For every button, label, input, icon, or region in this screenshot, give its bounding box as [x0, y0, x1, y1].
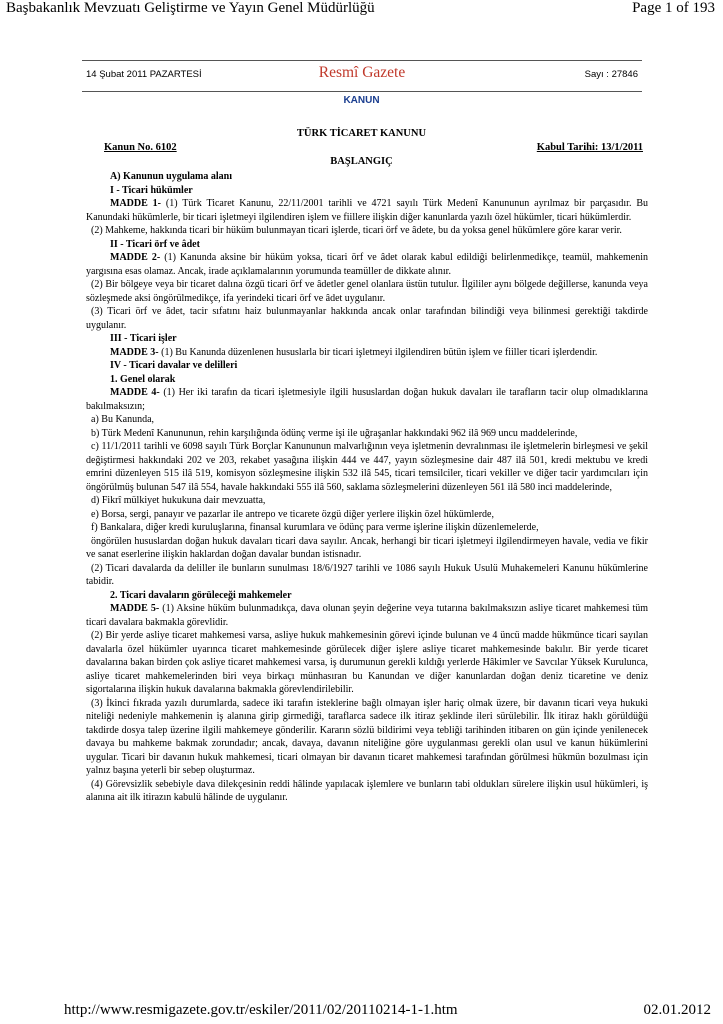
article-5-para-2: (2) Bir yerde asliye ticaret mahkemesi varsa, asliye hukuk mahkemesinin görevi içinde bulunan ve 4 üncü madde hükmünce ticari sayılan davalarla özel hükümler uyarınca ticaret mahkemesinde görülecek diğer işlere asliye ticaret mahkemesinde bakılır. Bir yerde ticaret davalarına bakan birden çok asliye ticaret mahkemesi varsa, iş durumunun gerekli kıldığı yerlerde Hâkimler ve Savcılar Yüksek Kurulunca, asliye ticaret mahkemelerinden biri veya birkaçı münhasıran bu Kanundan ve diğer kanunlardan doğan deniz ticaretine ve deniz sigortalarına ilişkin hukuk davalarına bakmakla görevlendirilebilir.	[86, 630, 648, 695]
print-footer	[64, 1002, 711, 1022]
gazette-title: Resmî Gazete	[318, 64, 406, 81]
article-2-para-3: (3) Ticari örf ve âdet, tacir sıfatını haiz bulunmayanlar hakkında ancak onlar tarafından bilindiği veya bilinmesi gerektiği takdirde uygulanır.	[86, 306, 648, 331]
heading-general: 1. Genel olarak	[110, 373, 176, 385]
article-4-para-1	[86, 386, 648, 413]
article-text: (1) Aksine hüküm bulunmadıkça, dava olunan şeyin değerine veya tutarına bakılmaksızın asliye ticaret mahkemesi tüm ticari davalara bakmakla görevlidir.	[86, 603, 648, 628]
article-4-item-d: d) Fikrî mülkiyet hukukuna dair mevzuatta,	[91, 495, 266, 506]
gazette-issue: Sayı : 27846	[584, 69, 638, 80]
article-1-para-2: (2) Mahkeme, hakkında ticari bir hüküm bulunmayan ticari işlerde, ticari örf ve âdete, bu da yoksa genel hükümlere göre karar verir.	[91, 225, 622, 236]
article-5-para-4: (4) Görevsizlik sebebiyle dava dilekçesinin reddi hâlinde yapılacak işlemlere ve bunların tabi oldukları sürelere ilişkin usul hükümleri, iş alanına ait ilk itirazın kabulü hâlinde de uygulanır.	[86, 778, 648, 803]
article-2-para-2: (2) Bir bölgeye veya bir ticaret dalına özgü ticari örf ve âdetler genel olanlara üstün tutulur. İlgililer aynı bölgede değillerse, kanunda veya sözleşmede aksi öngörülmedikçe, ifa yerindeki ticari örf ve âdet uygulanır.	[86, 279, 648, 304]
gazette-banner	[82, 60, 642, 92]
acceptance-date: Kabul Tarihi: 13/1/2011	[536, 142, 643, 153]
print-header	[6, 0, 715, 20]
print-header-page: Page 1 of 193	[632, 0, 715, 16]
article-3-para-1	[86, 346, 648, 360]
law-title: TÜRK TİCARET KANUNU	[296, 128, 427, 139]
law-body	[86, 170, 648, 805]
gazette-date: 14 Şubat 2011 PAZARTESİ	[86, 69, 202, 80]
article-4-tail: öngörülen hususlardan doğan hukuk davaları ticari dava sayılır. Ancak, herhangi bir ticari işletmeyi ilgilendirmeyen havale, vedia ve fikir ve sanat eserlerine ilişkin haklardan doğan davalar bundan istisnadır.	[86, 535, 648, 560]
heading-commercial-cases: IV - Ticari davalar ve delilleri	[110, 360, 238, 371]
heading-custom: II - Ticari örf ve âdet	[110, 238, 200, 250]
article-label: MADDE 1-	[110, 198, 162, 209]
article-label: MADDE 5-	[110, 603, 160, 614]
heading-courts: 2. Ticari davaların görüleceği mahkemeler	[110, 589, 292, 601]
article-4-item-f: f) Bankalara, diğer kredi kuruluşlarına, finansal kurumlara ve ödünç para verme işlerine ilişkin düzenlemelerde,	[91, 522, 539, 533]
heading-commercial-provisions: I - Ticari hükümler	[110, 184, 193, 196]
intro-heading: BAŞLANGIÇ	[330, 156, 393, 167]
article-4-item-c: c) 11/1/2011 tarihli ve 6098 sayılı Türk Borçlar Kanununun malvarlığının veya işletmenin devralınması ile işletmelerin birleşmesi ve şekil değiştirmesi hakkındaki 202 ve 203, rekabet yasağına ilişkin 444 ve 447, yayın sözleşmesine dair 487 ilâ 501, kredi mektubu ve kredi emrini düzenleyen 515 ilâ 519, komisyon sözleşmesine ilişkin 532 ilâ 545, ticari temsilciler, ticari vekiller ve diğer tacir yardımcıları için öngörülmüş bulunan 547 ilâ 554, havale hakkındaki 555 ilâ 560, saklama sözleşmelerini düzenleyen 561 ilâ 580 inci maddelerinde,	[86, 441, 648, 493]
article-1-para-1	[86, 197, 648, 224]
article-text: (1) Kanunda aksine bir hüküm yoksa, ticari örf ve âdet olarak kabul edildiği belirlenmedikçe, teamül, mahkemenin yargısına esas olamaz. Ancak, irade açıklamalarının yorumunda teamüller de dikkate alınır.	[86, 252, 648, 277]
print-date: 02.01.2012	[643, 1002, 711, 1018]
article-text: (1) Türk Ticaret Kanunu, 22/11/2001 tarihli ve 4721 sayılı Türk Medenî Kanununun ayrılmaz bir parçasıdır. Bu Kanundaki hükümlerle, bir ticari işletmeyi ilgilendiren işlem ve fiillere ilişkin diğer kanunlarda yazılı özel hükümler, ticari hükümlerdir.	[86, 198, 649, 223]
article-label: MADDE 4-	[110, 387, 160, 398]
article-5-para-3: (3) İkinci fıkrada yazılı durumlarda, sadece iki tarafın isteklerine bağlı olmayan işler hariç olmak üzere, bir davanın ticari veya hukuki niteliği nedeniyle mahkemenin iş alanına girip girmediği, taraflarca sadece ilk itiraz şeklinde ileri sürülebilir. İlk itiraz haklı görüldüğü takdirde dosya talep üzerine ilgili mahkemeye gönderilir. Kararın sözlü bildirimi veya tebliği tarihinden itibaren on gün içinde yenilenecek davaya bu mahkeme bakmak zorundadır; ancak, davaya, davanın niteliğine göre uygulanması gerekli olan usul ve kanun hükümlerini uygular. Ticari bir davanın hukuk mahkemesi, ticari olmayan bir davanın ticaret mahkemesi tarafından görülmesi hükmün bozulması için yalnız başına yeterli bir sebep oluşturmaz.	[86, 697, 648, 776]
law-number: Kanun No. 6102	[104, 142, 177, 153]
section-label: KANUN	[343, 95, 380, 106]
article-4-para-2: (2) Ticari davalarda da deliller ile bunların sunulması 18/6/1927 tarihli ve 1086 sayılı Hukuk Usulü Muhakemeleri Kanunu hükümlerine tabidir.	[86, 562, 648, 587]
article-label: MADDE 2-	[110, 252, 161, 263]
article-5-para-1	[86, 602, 648, 629]
article-text: (1) Her iki tarafın da ticari işletmesiyle ilgili hususlardan doğan hukuk davaları ile tarafların tacir olup olmadıklarına bakılmaksızın;	[86, 387, 648, 412]
source-url: http://www.resmigazete.gov.tr/eskiler/2011/02/20110214-1-1.htm	[64, 1002, 458, 1018]
article-label: MADDE 3-	[110, 346, 159, 358]
heading-commercial-acts: III - Ticari işler	[110, 333, 177, 344]
article-text: (1) Bu Kanunda düzenlenen hususlarla bir ticari işletmeyi ilgilendiren bütün işlem ve fiiller ticari işlerdendir.	[158, 346, 598, 358]
heading-scope: A) Kanunun uygulama alanı	[110, 171, 232, 182]
article-4-item-b: b) Türk Medenî Kanununun, rehin karşılığında ödünç verme işi ile uğraşanlar hakkındaki 962 ilâ 969 uncu maddelerinde,	[91, 427, 578, 439]
article-4-item-e: e) Borsa, sergi, panayır ve pazarlar ile antrepo ve ticarete özgü diğer yerlere ilişkin özel hükümlerde,	[91, 508, 494, 520]
print-header-source: Başbakanlık Mevzuatı Geliştirme ve Yayın Genel Müdürlüğü	[6, 0, 375, 16]
article-2-para-1	[86, 251, 648, 278]
article-4-item-a: a) Bu Kanunda,	[91, 414, 155, 425]
